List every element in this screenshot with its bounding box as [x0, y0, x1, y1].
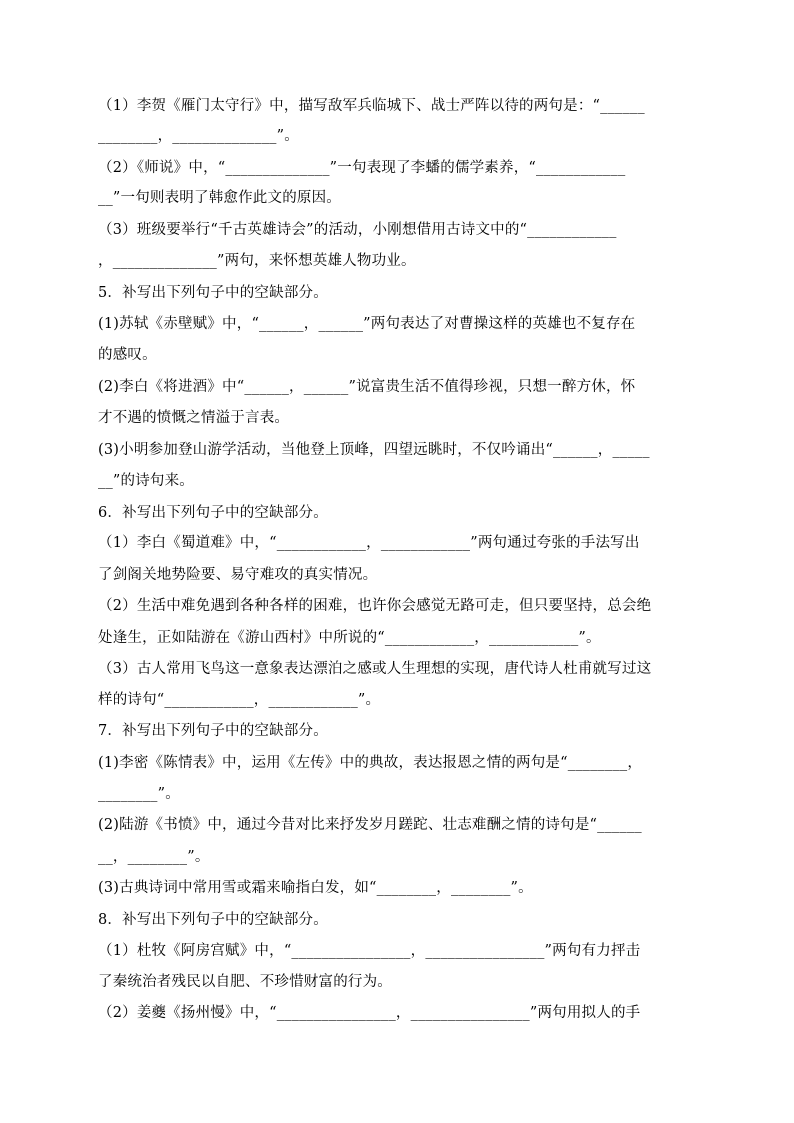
text-line: __”一句则表明了韩愈作此文的原因。 — [98, 190, 342, 206]
text-line: 样的诗句“____________，____________”。 — [98, 692, 381, 708]
text-line: （2）姜夔《扬州慢》中，“________________，________________”两句用拟人的手 — [98, 1005, 641, 1021]
text-line: 的感叹。 — [98, 347, 157, 363]
text-line: 了秦统治者残民以自肥、不珍惜财富的行为。 — [98, 974, 392, 990]
text-line: ________，______________”。 — [98, 128, 299, 144]
text-line: 了剑阁关地势险要、易守难攻的真实情况。 — [98, 567, 378, 583]
text-line: （1）杜牧《阿房宫赋》中，“________________，________________”两句有力抨击 — [98, 943, 641, 959]
text-line: ________”。 — [98, 786, 180, 802]
text-line: (3)小明参加登山游学活动，当他登上顶峰，四望远眺时，不仅吟诵出“______，_____ — [98, 442, 650, 458]
text-line: (3)古典诗词中常用雪或霜来喻指白发，如“________，________”。 — [98, 880, 533, 896]
section-heading: 6．补写出下列句子中的空缺部分。 — [98, 505, 328, 521]
text-line: （3）班级要举行“千古英雄诗会”的活动，小刚想借用古诗文中的“____________ — [98, 222, 617, 238]
text-line: （1）李贺《雁门太守行》中，描写敌军兵临城下、战士严阵以待的两句是：“______ — [98, 98, 645, 114]
section-heading: 7．补写出下列句子中的空缺部分。 — [98, 723, 328, 739]
text-line: (1)苏轼《赤壁赋》中，“______，______”两句表达了对曹操这样的英雄也不复存在 — [98, 316, 636, 332]
text-line: __，________”。 — [98, 849, 210, 865]
section-heading: 8．补写出下列句子中的空缺部分。 — [98, 912, 328, 928]
text-line: （2）生活中难免遇到各种各样的困难，也许你会感觉无路可走，但只要坚持，总会绝 — [98, 598, 652, 614]
text-line: ，______________”两句，来怀想英雄人物功业。 — [98, 253, 416, 269]
section-heading: 5．补写出下列句子中的空缺部分。 — [98, 285, 328, 301]
text-line: (1)李密《陈情表》中，运用《左传》中的典故，表达报恩之情的两句是“________， — [98, 755, 643, 771]
text-line: （3）古人常用飞鸟这一意象表达漂泊之感或人生理想的实现，唐代诗人杜甫就写过这 — [98, 661, 652, 677]
text-line: __”的诗句来。 — [98, 473, 195, 489]
text-line: （1）李白《蜀道难》中，“____________，____________”两句通过夸张的手法写出 — [98, 535, 640, 551]
text-line: (2)李白《将进酒》中“______，______”说富贵生活不值得珍视，只想一醉方休，怀 — [98, 379, 636, 395]
text-line: （2）《师说》中，“______________”一句表现了李蟠的儒学素养，“____________ — [98, 160, 626, 176]
text-line: (2)陆游《书愤》中，通过今昔对比来抒发岁月蹉跎、壮志难酬之情的诗句是“______ — [98, 817, 642, 833]
text-line: 才不遇的愤慨之情溢于言表。 — [98, 410, 290, 426]
text-line: 处逢生，正如陆游在《游山西村》中所说的“____________，____________”。 — [98, 630, 601, 646]
